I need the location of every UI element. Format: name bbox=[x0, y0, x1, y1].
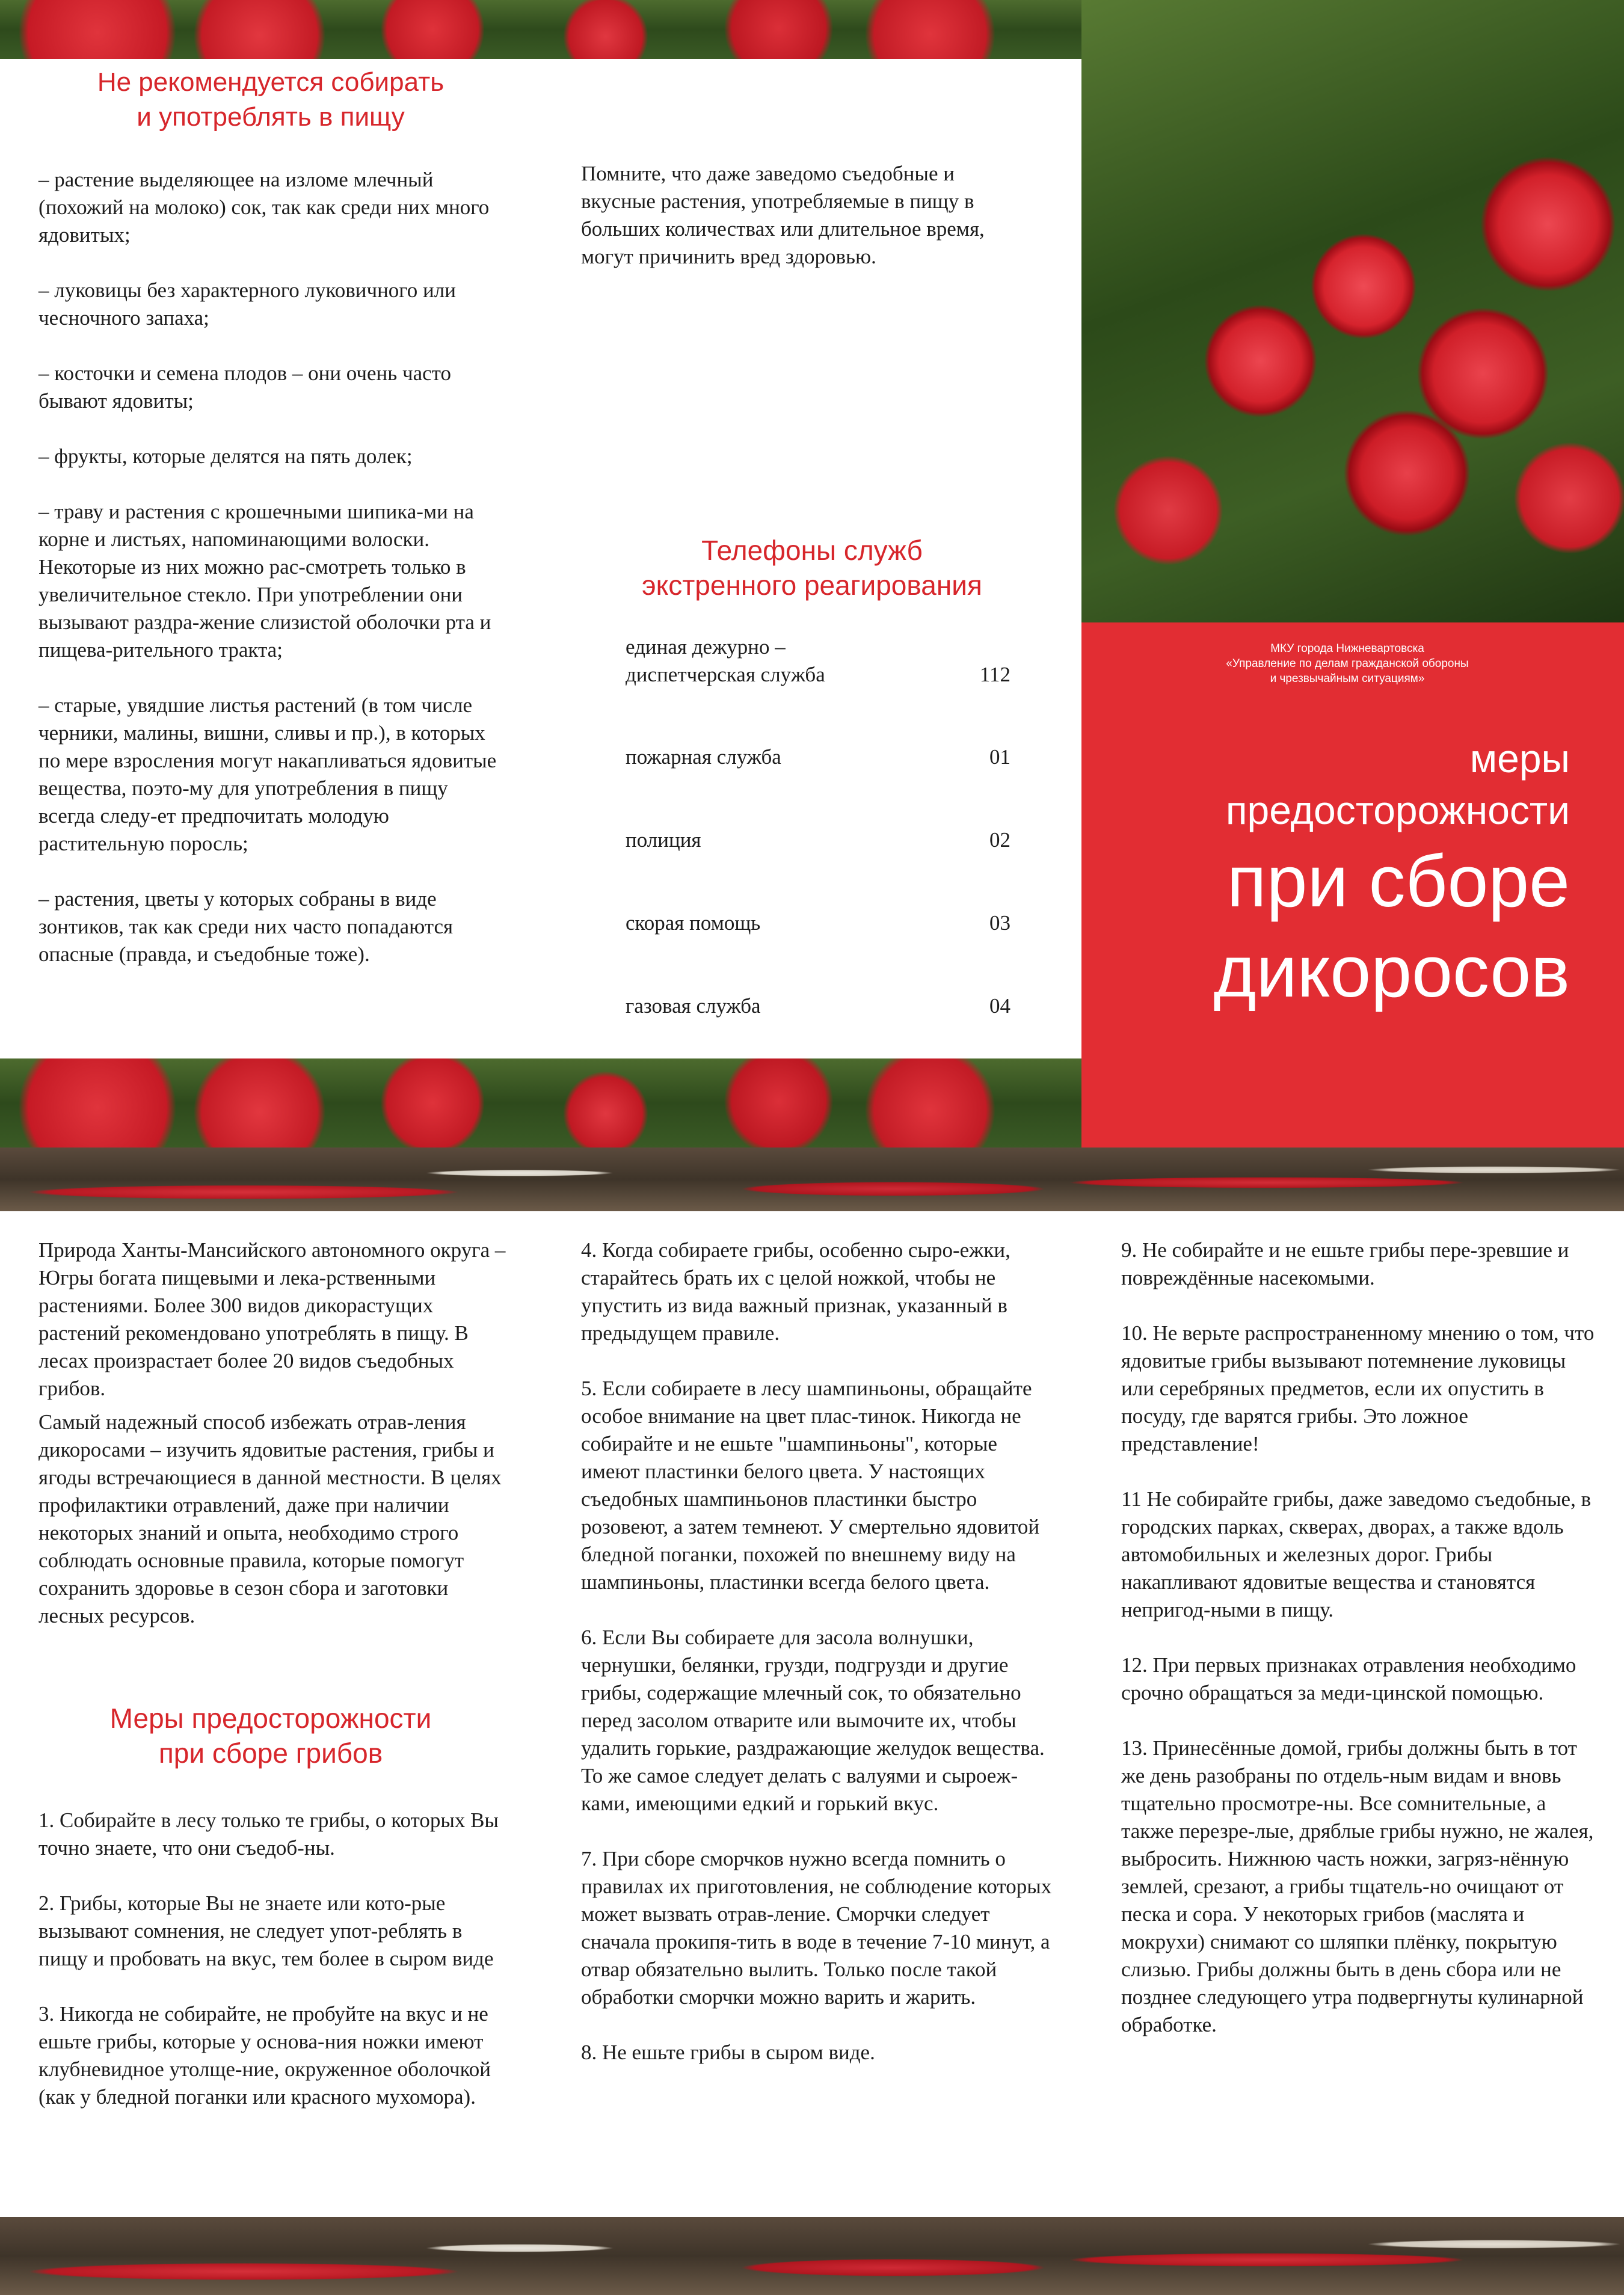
rules-column-3 bbox=[1121, 1237, 1596, 2039]
phones-title: Телефоны служб экстренного реагирования bbox=[642, 535, 982, 601]
lingonberry-photo bbox=[1081, 0, 1624, 622]
rule-item: 10. Не верьте распространенному мнению о том, что ядовитые грибы вызывают потемнение луковицы или серебряных предметов, если их опустить в посуду, где варятся грибы. Это ложное представление! bbox=[1121, 1321, 1595, 1455]
list-item: – растения, цветы у которых собраны в виде зонтиков, так как среди них часто попадаются опасные (правда, и съедобные тоже). bbox=[38, 887, 454, 966]
rule-item: 2. Грибы, которые Вы не знаете или кото-рые вызывают сомнения, не следует упот-реблять в пищу и пробовать на вкус, тем более в сыром виде bbox=[38, 1891, 494, 1970]
not-recommended-title: Не рекомендуется собирать и употреблять в пищу bbox=[97, 67, 444, 132]
phone-service-label: единая дежурно – диспетчерская служба bbox=[626, 635, 825, 686]
rules-column-2 bbox=[581, 1237, 1056, 2066]
list-item: – косточки и семена плодов – они очень часто бывают ядовиты; bbox=[38, 361, 451, 413]
phone-service-label: скорая помощь bbox=[626, 911, 761, 935]
rule-item: 8. Не ешьте грибы в сыром виде. bbox=[581, 2041, 875, 2064]
list-item: – траву и растения с крошечными шипика-ми на корне и листьях, напоминающими волоски. Некоторые из них можно рас-смотреть только в увеличительное стекло. При употреблении они вызывают раздра-жение слизистой оболочки рта и пищева-рительного тракта; bbox=[38, 500, 491, 662]
phone-number: 03 bbox=[989, 911, 1010, 935]
phone-service-label: газовая служба bbox=[626, 994, 761, 1018]
list-item: – фрукты, которые делятся на пять долек; bbox=[38, 444, 413, 468]
phone-row-dispatch bbox=[626, 633, 1010, 689]
rule-item: 6. Если Вы собираете для засола волнушки, чернушки, белянки, грузди, подгрузди и другие грибы, содержащие млечный сок, то обязательно перед засолом отварите или вымочите их, чтобы удалить горькие, раздражающие желудок вещества. То же самое следует делать с валуями и сыроеж-ками, имеющими едкий и горький вкус. bbox=[581, 1626, 1045, 1815]
phone-row-gas bbox=[626, 992, 1010, 1020]
phone-number: 02 bbox=[989, 828, 1010, 852]
rule-item: 3. Никогда не собирайте, не пробуйте на вкус и не ешьте грибы, которые у основа-ния ножки имеют клубневидное утолще-ние, окруженное оболочкой (как у бледной поганки или красного мухомора). bbox=[38, 2002, 491, 2109]
intro-paragraph: Самый надежный способ избежать отрав-ления дикоросами – изучить ядовитые растения, грибы и ягоды встречающиеся в данной местности. В целях профилактики отравлений, даже при наличии некоторых знаний и опыта, необходимо строго соблюдать основные правила, которые помогут сохранить здоровье в сезон сбора и заготовки лесных ресурсов. bbox=[38, 1410, 502, 1627]
mushroom-rules-title: Меры предосторожности при сборе грибов bbox=[109, 1703, 432, 1769]
not-recommended-list bbox=[38, 166, 508, 968]
phone-number: 112 bbox=[979, 663, 1010, 686]
list-item: – растение выделяющее на изломе млечный (похожий на молоко) сок, так как среди них много ядовитых; bbox=[38, 168, 490, 247]
phone-row-fire bbox=[626, 743, 1010, 771]
list-item: – луковицы без характерного луковичного или чесночного запаха; bbox=[38, 278, 456, 330]
top-berries-strip bbox=[0, 0, 1081, 59]
mushrooms-bottom-strip bbox=[0, 2217, 1624, 2295]
middle-berries-band bbox=[0, 1058, 1081, 1148]
phone-number: 01 bbox=[989, 745, 1010, 769]
reminder-text: Помните, что даже заведомо съедобные и вкусные растения, употребляемые в пищу в больших количествах или длительное время, могут причинить вред здоровью. bbox=[581, 162, 985, 268]
phone-row-police bbox=[626, 826, 1010, 854]
rules-column-1 bbox=[38, 1807, 514, 2111]
rule-item: 11 Не собирайте грибы, даже заведомо съедобные, в городских парках, скверах, дворах, а также вдоль автомобильных и железных дорог. Грибы накапливают ядовитые вещества и становятся непригод-ными в пищу. bbox=[1121, 1487, 1592, 1621]
rule-item: 1. Собирайте в лесу только те грибы, о которых Вы точно знаете, что они съедоб-ны. bbox=[38, 1808, 499, 1860]
rule-item: 4. Когда собираете грибы, особенно сыро-ежки, старайтесь брать их с целой ножкой, чтобы не упустить из вида важный признак, указанный в предыдущем правиле. bbox=[581, 1238, 1010, 1345]
list-item: – старые, увядшие листья растений (в том числе черники, малины, вишни, сливы и пр.), в которых по мере взросления могут накапливаться ядовитые вещества, поэто-му для употребления в пищу всегда следу-ет предпочитать молодую растительную поросль; bbox=[38, 693, 497, 855]
rule-item: 5. Если собираете в лесу шампиньоны, обращайте особое внимание на цвет плас-тинок. Никогда не собирайте и не ешьте "шампиньоны", которые имеют пластинки белого цвета. У настоящих съедобных шампиньонов пластинки быстро розовеют, а затем темнеют. У смертельно ядовитой бледной поганки, похожей по внешнему виду на шампиньоны, пластинки всегда белого цвета. bbox=[581, 1377, 1040, 1594]
rule-item: 12. При первых признаках отравления необходимо срочно обращаться за меди-цинской помощью. bbox=[1121, 1653, 1576, 1704]
phone-service-label: полиция bbox=[626, 828, 701, 852]
intro-column bbox=[38, 1237, 514, 1657]
rule-item: 13. Принесённые домой, грибы должны быть в тот же день разобраны по отдель-ным видам и вновь тщательно просмотре-ны. Все сомнительные, а также перезре-лые, дряблые грибы нужно, не жалея, выбросить. Нижнюю часть ножки, загряз-нённую землей, срезают, а грибы тщатель-но очищают от песка и сора. У некоторых грибов (маслята и мокрухи) снимают со шляпки плёнку, покрытую слизью. Грибы должны быть в день сбора или не позднее следующего утра подвергнуты кулинарной обработке. bbox=[1121, 1736, 1594, 2036]
rule-item: 9. Не собирайте и не ешьте грибы пере-зревшие и повреждённые насекомыми. bbox=[1121, 1238, 1569, 1289]
rule-item: 7. При сборе сморчков нужно всегда помнить о правилах их приготовления, не соблюдение которых может вызвать отрав-ление. Сморчки следует сначала прокипя-тить в воде в течение 7-10 минут, а отвар обязательно вылить. Только после такой обработки сморчки можно варить и жарить. bbox=[581, 1847, 1052, 2009]
phone-number: 04 bbox=[989, 994, 1010, 1018]
intro-paragraph: Природа Ханты-Мансийского автономного округа – Югры богата пищевыми и лека-рственными растениями. Более 300 видов дикорастущих растений рекомендовано употреблять в пищу. В лесах произрастает более 20 видов съедобных грибов. bbox=[38, 1238, 506, 1400]
org-name: МКУ города Нижневартовска «Управление по делам гражданской обороны и чрезвычайным ситуациям» bbox=[1226, 642, 1469, 685]
phone-service-label: пожарная служба bbox=[626, 745, 781, 769]
mushrooms-top-strip bbox=[0, 1148, 1624, 1211]
cover-title: меры предосторожности при сборе дикоросов bbox=[1213, 736, 1570, 1012]
phone-row-ambulance bbox=[626, 909, 1010, 937]
